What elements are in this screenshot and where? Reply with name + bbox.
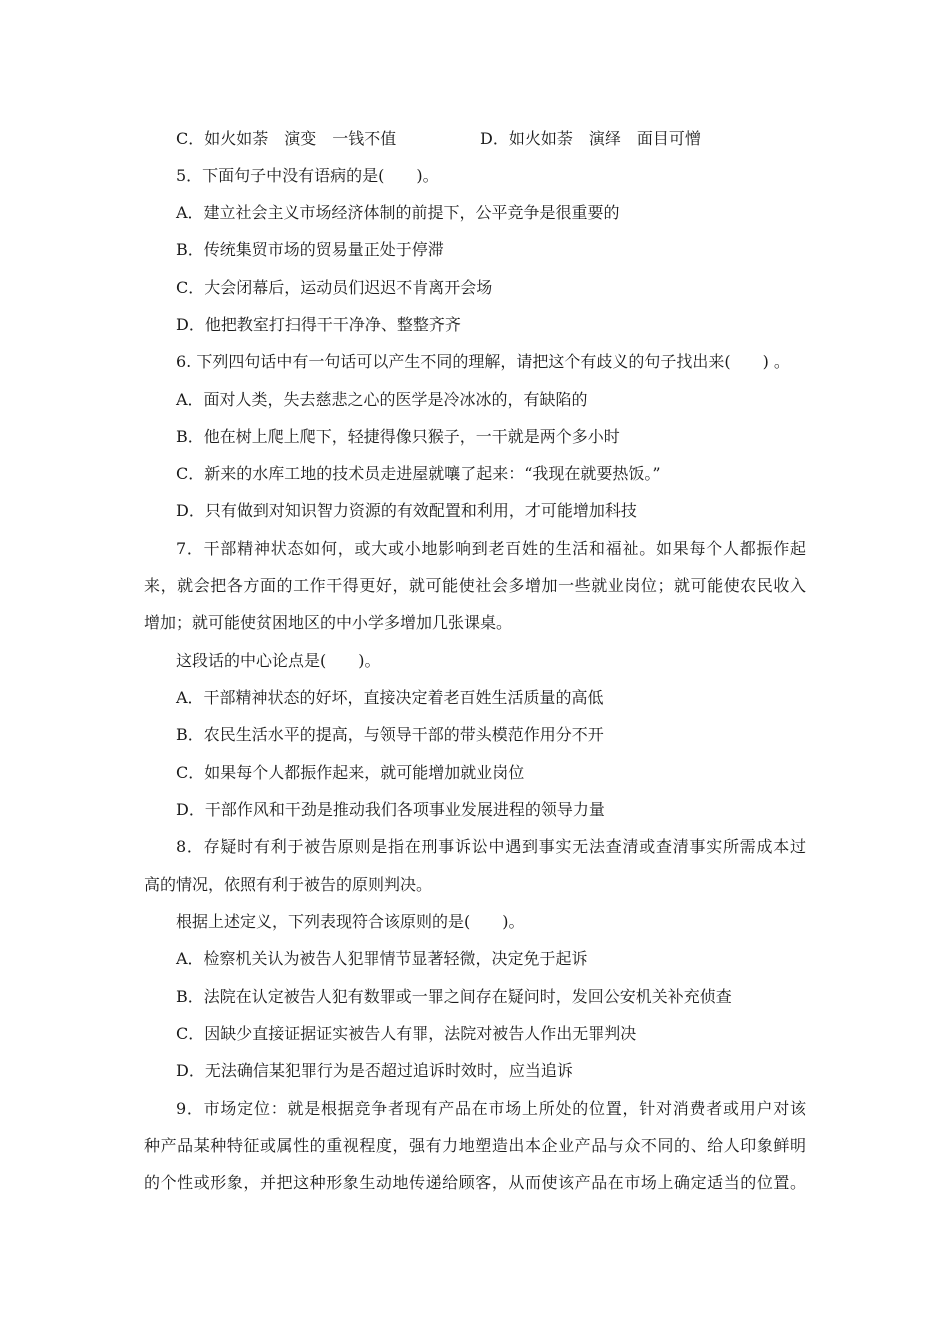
q6-stem: 6. 下列四句话中有一句话可以产生不同的理解，请把这个有歧义的句子找出来( ) 。 xyxy=(176,352,790,371)
q6-option-b: B．他在树上爬上爬下，轻捷得像只猴子，一干就是两个多小时 xyxy=(176,427,620,446)
q5-option-c: C．大会闭幕后，运动员们迟迟不肯离开会场 xyxy=(176,278,493,297)
q8-stem: 根据上述定义，下列表现符合该原则的是( )。 xyxy=(176,912,525,931)
q7-option-c: C．如果每个人都振作起来，就可能增加就业岗位 xyxy=(176,763,525,782)
q7-stem: 这段话的中心论点是( )。 xyxy=(176,651,381,670)
q8-para-line-2: 高的情况，依照有利于被告的原则判决。 xyxy=(144,875,433,894)
q7-option-d: D．干部作风和干劲是推动我们各项事业发展进程的领导力量 xyxy=(176,800,605,819)
q8-option-a: A．检察机关认为被告人犯罪情节显著轻微，决定免于起诉 xyxy=(176,949,588,968)
q7-option-a: A．干部精神状态的好坏，直接决定着老百姓生活质量的高低 xyxy=(176,688,604,707)
q8-para-line-1: 8．存疑时有利于被告原则是指在刑事诉讼中遇到事实无法查清或查清事实所需成本过 xyxy=(176,837,806,856)
q4-option-d: D．如火如荼 演绎 面目可憎 xyxy=(480,129,701,148)
q7-option-b: B．农民生活水平的提高，与领导干部的带头模范作用分不开 xyxy=(176,725,604,744)
q7-para-line-2: 来，就会把各方面的工作干得更好，就可能使社会多增加一些就业岗位；就可能使农民收入 xyxy=(144,576,806,595)
q9-para-line-3: 的个性或形象，并把这种形象生动地传递给顾客，从而使该产品在市场上确定适当的位置。 xyxy=(144,1173,806,1192)
q5-option-a: A．建立社会主义市场经济体制的前提下，公平竞争是很重要的 xyxy=(176,203,620,222)
q4-option-c: C．如火如荼 演变 一钱不值 xyxy=(176,129,397,148)
q5-option-d: D．他把教室打扫得干干净净、整整齐齐 xyxy=(176,315,461,334)
q8-option-b: B．法院在认定被告人犯有数罪或一罪之间存在疑问时，发回公安机关补充侦查 xyxy=(176,987,732,1006)
q8-option-d: D．无法确信某犯罪行为是否超过追诉时效时，应当追诉 xyxy=(176,1061,573,1080)
q7-para-line-1: 7．干部精神状态如何，或大或小地影响到老百姓的生活和福祉。如果每个人都振作起 xyxy=(176,539,806,558)
q9-para-line-2: 种产品某种特征或属性的重视程度，强有力地塑造出本企业产品与众不同的、给人印象鲜明 xyxy=(144,1136,806,1155)
q9-para-line-1: 9．市场定位：就是根据竞争者现有产品在市场上所处的位置，针对消费者或用户对该 xyxy=(176,1099,806,1118)
q6-option-a: A．面对人类，失去慈悲之心的医学是冷冰冰的，有缺陷的 xyxy=(176,390,588,409)
q4-option-row xyxy=(176,126,701,152)
q5-stem: 5．下面句子中没有语病的是( )。 xyxy=(176,166,439,185)
q6-option-d: D．只有做到对知识智力资源的有效配置和利用，才可能增加科技 xyxy=(176,501,637,520)
q7-para-line-3: 增加；就可能使贫困地区的中小学多增加几张课桌。 xyxy=(144,613,513,632)
q5-option-b: B．传统集贸市场的贸易量正处于停滞 xyxy=(176,240,444,259)
q8-option-c: C．因缺少直接证据证实被告人有罪，法院对被告人作出无罪判决 xyxy=(176,1024,637,1043)
q6-option-c: C．新来的水库工地的技术员走进屋就嚷了起来：“我现在就要热饭。” xyxy=(176,464,661,483)
